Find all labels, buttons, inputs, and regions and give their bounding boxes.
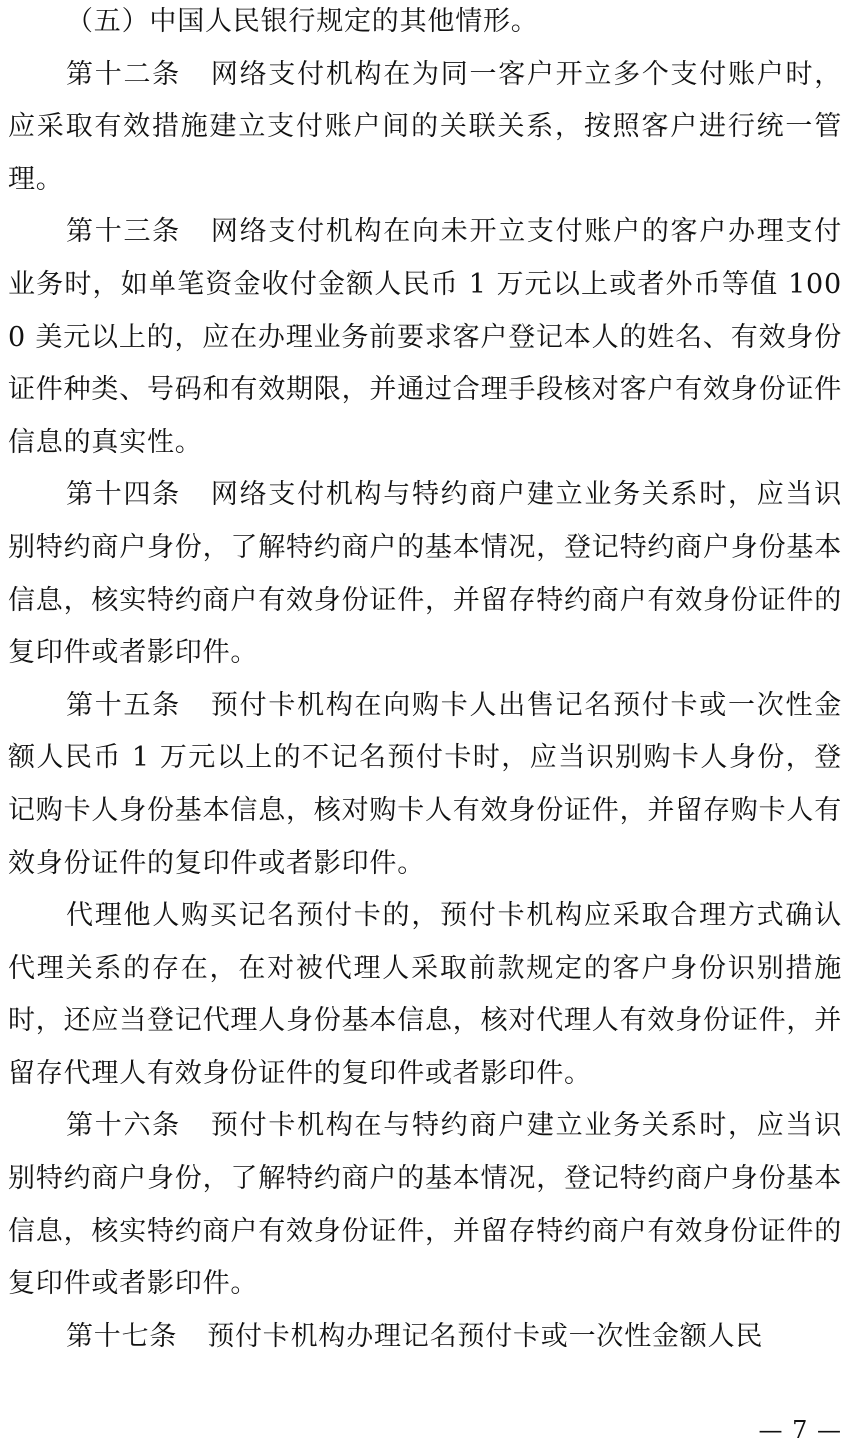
body-text — [8, 0, 842, 1363]
article-number: 第十六条 — [66, 1110, 181, 1142]
paragraph-item-5 — [8, 0, 842, 49]
article-number: 第十二条 — [66, 58, 181, 90]
article-12 — [8, 49, 842, 207]
paragraph-text: 代理他人购买记名预付卡的，预付卡机构应采取合理方式确认代理关系的存在，在对被代理人采取前款规定的客户身份识别措施时，还应当登记代理人身份基本信息，核对代理人有效身份证件，并留存代理人有效身份证件的复印件或者影印件。 — [8, 900, 842, 1089]
page-number: — 7 — — [758, 1416, 842, 1444]
article-text: 预付卡机构在向购卡人出售记名预付卡或一次性金额人民币 1 万元以上的不记名预付卡时，应当识别购卡人身份，登记购卡人身份基本信息，核对购卡人有效身份证件，并留存购卡人有效身份证件的复印件或者影印件。 — [8, 689, 842, 879]
article-14 — [8, 469, 842, 679]
article-13 — [8, 206, 842, 469]
article-text: 网络支付机构在为同一客户开立多个支付账户时，应采取有效措施建立支付账户间的关联关系，按照客户进行统一管理。 — [8, 58, 842, 195]
article-text: 预付卡机构在与特约商户建立业务关系时，应当识别特约商户身份，了解特约商户的基本情况，登记特约商户身份基本信息，核实特约商户有效身份证件，并留存特约商户有效身份证件的复印件或者影印件。 — [8, 1110, 842, 1300]
article-17 — [8, 1311, 842, 1364]
article-text: 网络支付机构与特约商户建立业务关系时，应当识别特约商户身份，了解特约商户的基本情况，登记特约商户身份基本信息，核实特约商户有效身份证件，并留存特约商户有效身份证件的复印件或者影印件。 — [8, 479, 842, 669]
article-16 — [8, 1100, 842, 1310]
article-number: 第十四条 — [66, 479, 181, 511]
article-15-clause-2 — [8, 890, 842, 1100]
article-number: 第十七条 — [66, 1320, 178, 1352]
article-number: 第十三条 — [66, 216, 181, 248]
article-15 — [8, 680, 842, 890]
article-number: 第十五条 — [66, 689, 181, 721]
article-text: 预付卡机构办理记名预付卡或一次性金额人民 — [207, 1320, 764, 1352]
paragraph-text: （五）中国人民银行规定的其他情形。 — [66, 6, 539, 37]
article-text: 网络支付机构在向未开立支付账户的客户办理支付业务时，如单笔资金收付金额人民币 1 万元以上或者外币等值 1000 美元以上的，应在办理业务前要求客户登记本人的姓名、有效身份证件种类、号码和有效期限，并通过合理手段核对客户有效身份证件信息的真实性。 — [8, 216, 842, 458]
